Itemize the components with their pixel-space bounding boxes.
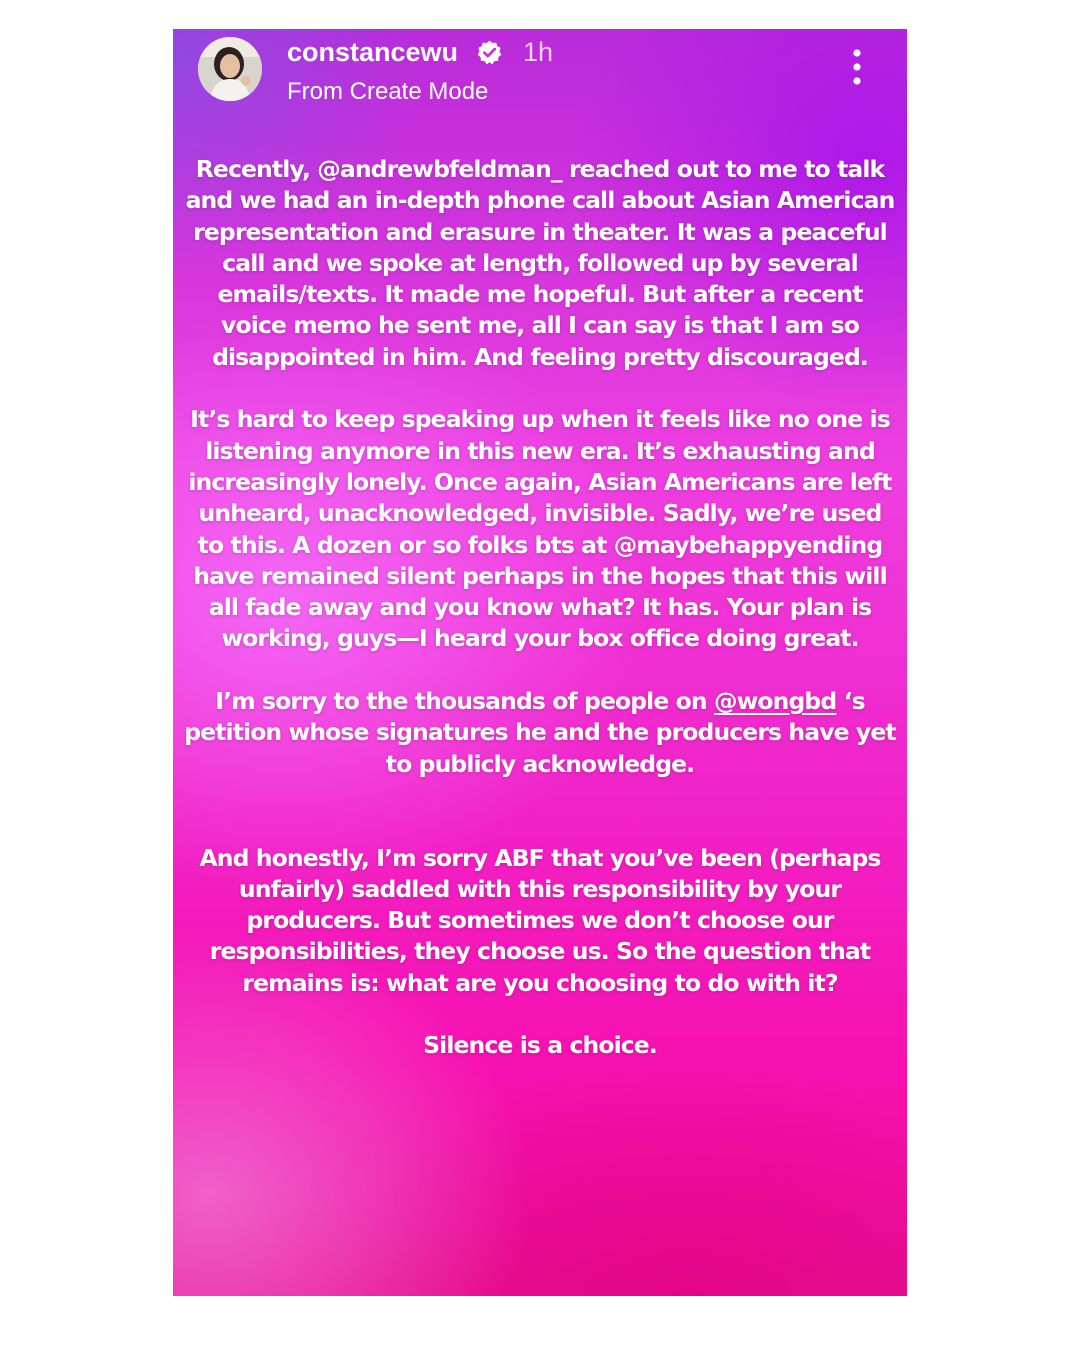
story-header <box>173 29 907 119</box>
create-mode-label: From Create Mode <box>287 78 489 105</box>
story-paragraph-2: It’s hard to keep speaking up when it feels like no one is listening anymore in this new era. It’s exhausting and increasingly lonely. Once again, Asian Americans are left unheard, unacknowledged, invisible. Sadly, we’re used to this. A dozen or so folks bts at @maybehappyending have remained silent perhaps in the hopes that this will all fade away and you know what? It has. Your plan is working, guys—I heard your box office doing great. <box>188 405 892 653</box>
story-paragraph-4: And honestly, I’m sorry ABF that you’ve been (perhaps unfairly) saddled with this responsibility by your producers. But sometimes we don’t choose our responsibilities, they choose us. So the question that remains is: what are you choosing to do with it? <box>199 843 881 997</box>
story-card[interactable] <box>173 29 907 1296</box>
more-options-icon[interactable] <box>841 47 873 87</box>
post-timestamp: 1h <box>523 37 554 67</box>
username[interactable]: constancewu <box>287 37 459 67</box>
paragraph-spacer <box>183 373 897 404</box>
story-paragraph-3 <box>183 686 897 780</box>
story-paragraph-3-start: I’m sorry to the thousands of people on <box>215 687 715 716</box>
verified-badge-icon <box>476 39 503 66</box>
story-text <box>183 154 897 1062</box>
story-paragraph-5: Silence is a choice. <box>423 1031 657 1060</box>
mention-link-wongbd[interactable]: @wongbd <box>714 687 837 716</box>
paragraph-spacer <box>183 780 897 843</box>
avatar[interactable] <box>198 37 262 101</box>
story-paragraph-3-end: ‘s petition whose signatures he and the producers have yet to publicly acknowledge. <box>184 687 896 778</box>
story-paragraph-1: Recently, @andrewbfeldman_ reached out to me to talk and we had an in-depth phone call about Asian American representation and erasure in theater. It was a peaceful call and we spoke at length, followed up by several emails/texts. It made me hopeful. But after a recent voice memo he sent me, all I can say is that I am so disappointed in him. And feeling pretty discouraged. <box>185 155 895 371</box>
paragraph-spacer <box>183 655 897 686</box>
paragraph-spacer <box>183 999 897 1030</box>
avatar-photo-icon <box>198 37 262 101</box>
